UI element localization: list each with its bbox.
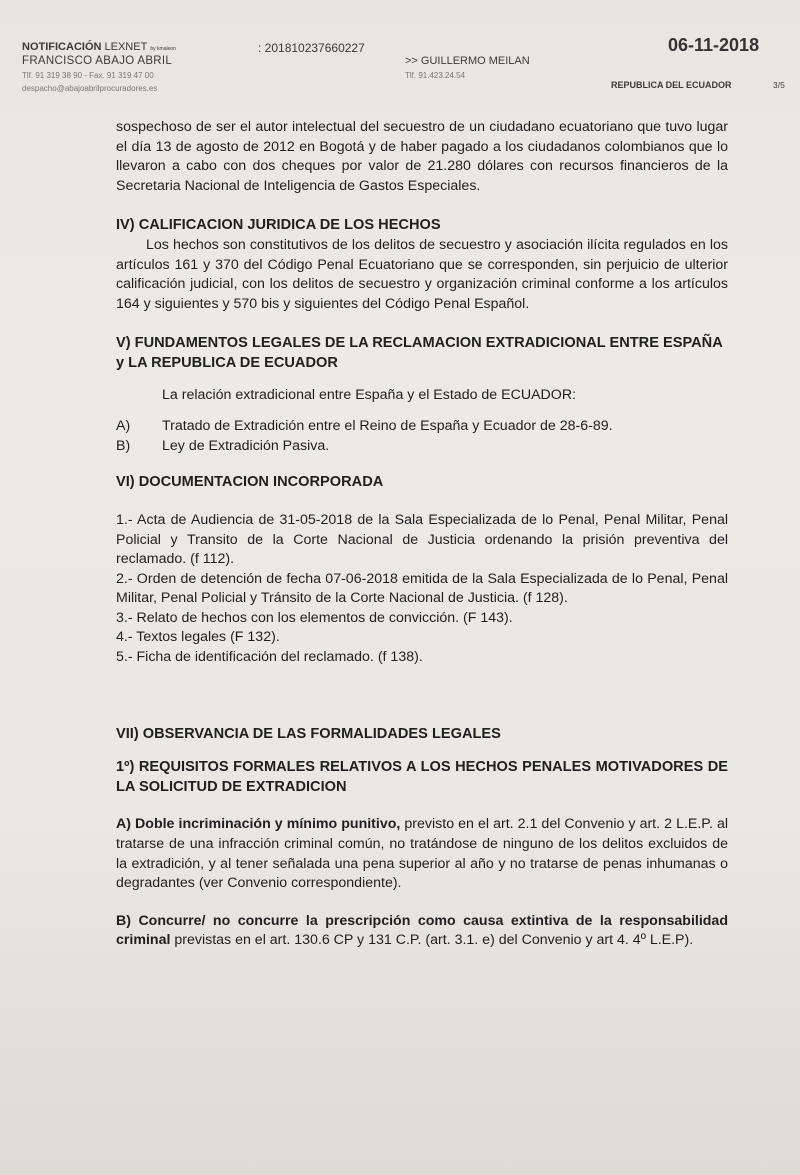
paragraph-a (116, 815, 728, 893)
section-v-intro: La relación extradicional entre España y el Estado de ECUADOR: (162, 386, 577, 403)
sender-phone: Tlf. 91 319 38 90 - Fax. 91 319 47 00 (22, 71, 154, 80)
list-item: 2.- Orden de detención de fecha 07-06-2018 emitida de la Sala Especializada de lo Penal, Penal Militar, Penal Policial y Tránsito de la Corte Nacional de Justicia. (f 128). (116, 570, 728, 607)
list-item: 3.- Relato de hechos con los elementos de convicción. (F 143). (116, 609, 513, 626)
reference-number: : 201810237660227 (258, 41, 365, 55)
case-title: REPUBLICA DEL ECUADOR (611, 80, 732, 90)
list-item (116, 417, 728, 437)
page-indicator: 3/5 (773, 80, 785, 90)
section-iv-heading: IV) CALIFICACION JURIDICA DE LOS HECHOS (116, 217, 441, 234)
notificacion-label: NOTIFICACIÓN LEXNET by kmaleon (22, 41, 176, 53)
sender-email: despacho@abajoabrilprocuradores.es (22, 84, 158, 93)
document-body (116, 118, 728, 951)
list-item: 1.- Acta de Audiencia de 31-05-2018 de la Sala Especializada de lo Penal, Penal Militar, Penal Policial y Transito de la Corte Nacional de Justicia ordenando la prisión preventiva del reclamado. (f 112). (116, 511, 728, 568)
section-vii-subheading: 1º) REQUISITOS FORMALES RELATIVOS A LOS HECHOS PENALES MOTIVADORES DE LA SOLICITUD DE EXTRADICION (116, 759, 728, 795)
paragraph-a-text: previsto en el art. 2.1 del Convenio y art. 2 L.E.P. al tratarse de una infracción criminal común, no tratándose de ninguno de los delitos excluidos de la extradición, y al tener señalada una pena superior al año y no tratarse de penas inhumanas o degradantes (ver Convenio correspondiente). (116, 816, 728, 892)
lexnet-small: by kmaleon (150, 46, 176, 52)
notification-date: 06-11-2018 (668, 35, 760, 55)
list-item: 4.- Textos legales (F 132). (116, 629, 280, 646)
section-iv-text: Los hechos son constitutivos de los delitos de secuestro y asociación ilícita regulados en los artículos 161 y 370 del Código Penal Ecuatoriano que se corresponden, sin perjuicio de ulterior calificación judicial, con los delitos de secuestro y organización criminal conforme a los artículos 164 y siguientes y 570 bis y siguientes del Código Penal Español. (116, 236, 728, 312)
lexnet-label: LEXNET (104, 41, 148, 53)
section-vi-list (116, 511, 728, 668)
paragraph-b (116, 912, 728, 951)
list-item-label: A) (116, 418, 131, 435)
paragraph-a-lead: A) Doble incriminación y mínimo punitivo, (116, 816, 401, 833)
list-item-text: Tratado de Extradición entre el Reino de España y Ecuador de 28-6-89. (162, 418, 613, 435)
paragraph-b-lead: B) Concurre/ no concurre la prescripción como causa extintiva de la responsabilidad criminal (116, 912, 728, 949)
recipient-name: >> GUILLERMO MEILAN (405, 55, 530, 67)
recipient-phone: Tlf. 91.423.24.54 (405, 71, 466, 80)
paragraph-b-text: previstas en el art. 130.6 CP y 131 C.P. (art. 3.1. e) del Convenio y art 4. 4º L.E.P). (170, 932, 694, 949)
list-item (116, 437, 728, 457)
list-item: 5.- Ficha de identificación del reclamado. (f 138). (116, 649, 423, 666)
section-v-heading: V) FUNDAMENTOS LEGALES DE LA RECLAMACION EXTRADICIONAL ENTRE ESPAÑA y LA REPUBLICA DE ECUADOR (116, 335, 723, 371)
intro-paragraph: sospechoso de ser el autor intelectual del secuestro de un ciudadano ecuatoriano que tuvo lugar el día 13 de agosto de 2012 en Bogotá y de haber pagado a los ciudadanos colombianos que lo llevaron a cabo con dos cheques por valor de 21.280 dólares con recursos financieros de la Secretaria Nacional de Inteligencia de Gastos Especiales. (116, 119, 728, 194)
section-vi-heading: VI) DOCUMENTACION INCORPORADA (116, 474, 384, 491)
sender-name: FRANCISCO ABAJO ABRIL (22, 55, 173, 67)
notification-header (0, 0, 800, 110)
section-vii-heading: VII) OBSERVANCIA DE LAS FORMALIDADES LEGALES (116, 725, 501, 742)
section-v-list (116, 417, 728, 456)
list-item-label: B) (116, 437, 131, 454)
list-item-text: Ley de Extradición Pasiva. (162, 437, 330, 454)
